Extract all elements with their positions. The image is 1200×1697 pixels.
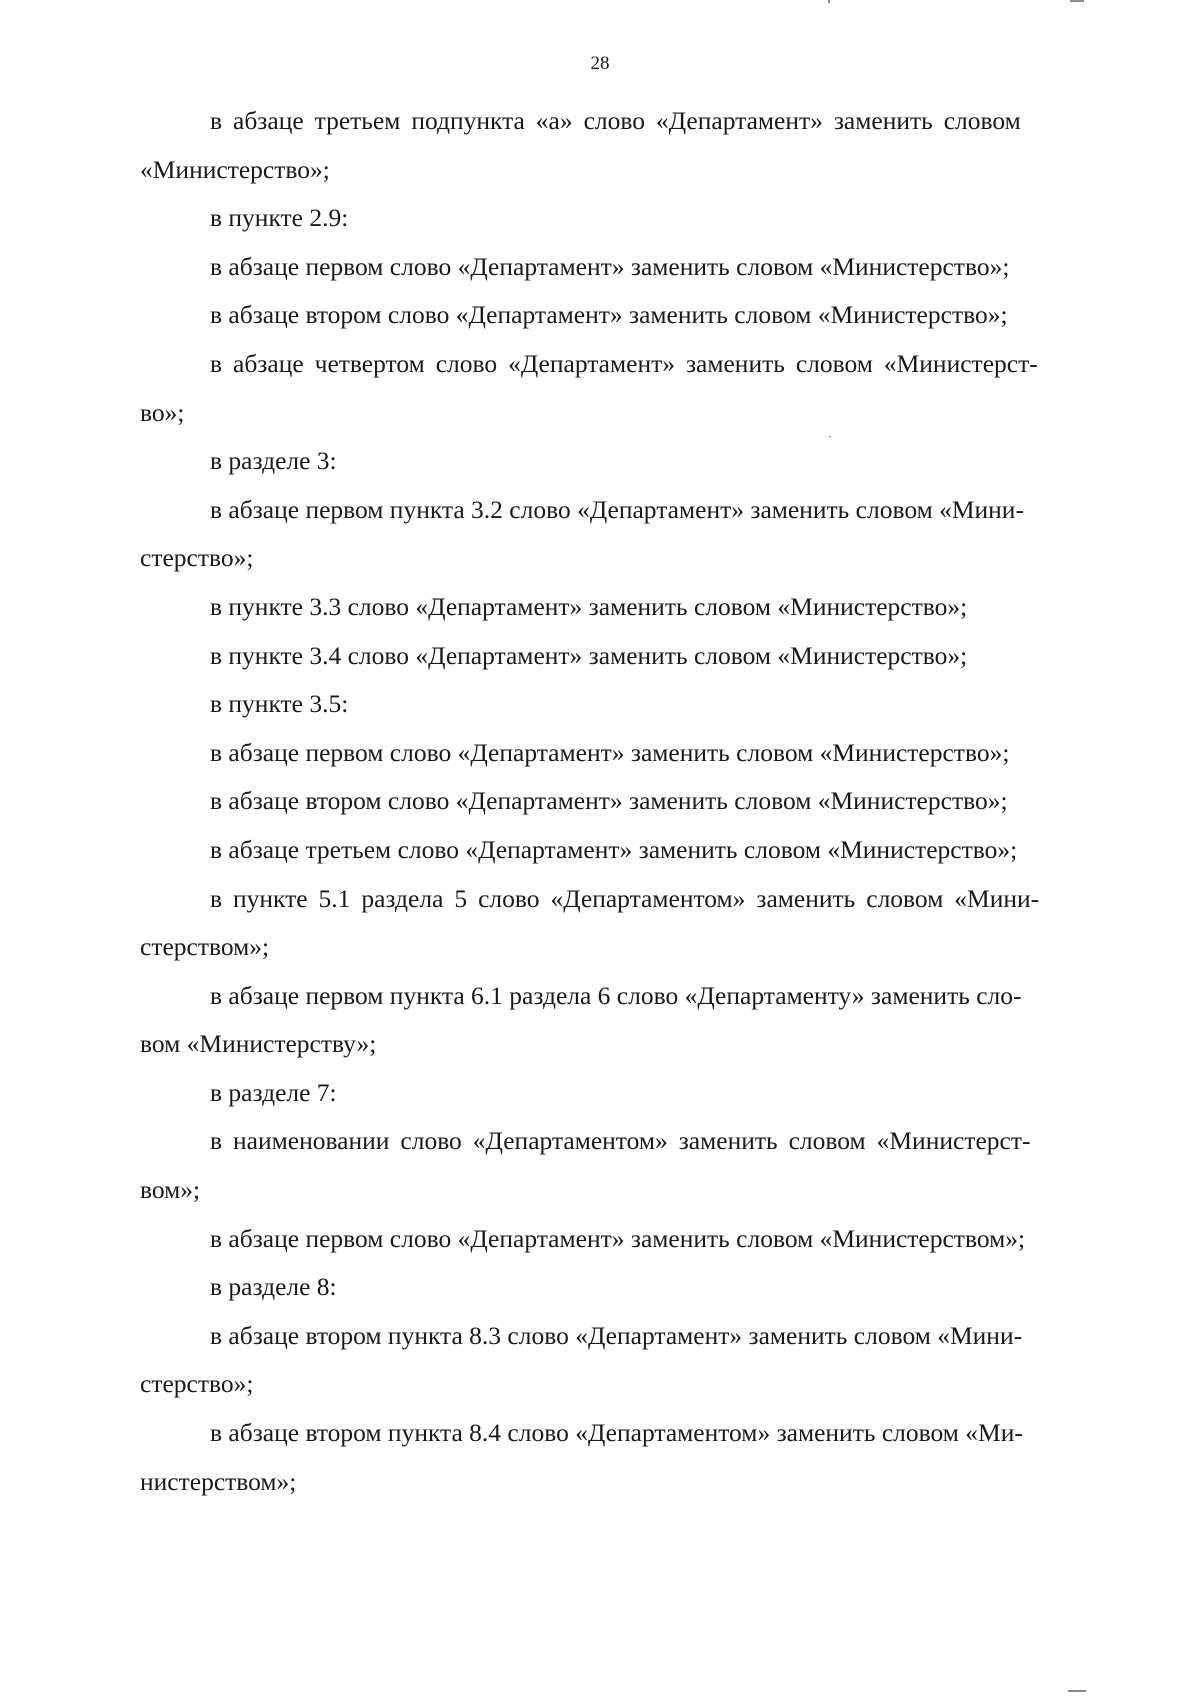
paragraph-12: в абзаце втором слово «Департамент» заменить словом «Министерство»;: [210, 786, 1008, 816]
paragraph-5-continuation: во»;: [140, 397, 185, 427]
paragraph-3: в абзаце первом слово «Департамент» заменить словом «Министерство»;: [210, 251, 1010, 281]
paragraph-9: в пункте 3.4 слово «Департамент» заменить словом «Министерство»;: [210, 640, 968, 670]
paragraph-19: в разделе 8:: [210, 1272, 337, 1302]
paragraph-4: в абзаце втором слово «Департамент» заменить словом «Министерство»;: [210, 300, 1008, 330]
paragraph-17: в наименовании слово «Департаментом» заменить словом «Министерст-: [210, 1126, 1031, 1156]
paragraph-7: в абзаце первом пункта 3.2 слово «Департамент» заменить словом «Мини-: [210, 494, 1024, 524]
scan-artifact-top-right: [1070, 0, 1084, 2]
paragraph-20-continuation: стерство»;: [140, 1369, 254, 1399]
paragraph-14: в пункте 5.1 раздела 5 слово «Департаментом» заменить словом «Мини-: [210, 883, 1040, 913]
document-body: [140, 97, 1130, 1506]
paragraph-20: в абзаце втором пункта 8.3 слово «Департамент» заменить словом «Мини-: [210, 1320, 1023, 1350]
paragraph-10: в пункте 3.5:: [210, 689, 349, 719]
paragraph-2: в пункте 2.9:: [210, 203, 349, 233]
scan-artifact-top: [828, 0, 830, 3]
paragraph-15-continuation: вом «Министерству»;: [140, 1029, 377, 1059]
paragraph-5: в абзаце четвертом слово «Департамент» заменить словом «Министерст-: [210, 348, 1038, 378]
paragraph-13: в абзаце третьем слово «Департамент» заменить словом «Министерство»;: [210, 834, 1018, 864]
paragraph-18: в абзаце первом слово «Департамент» заменить словом «Министерством»;: [210, 1223, 1026, 1253]
paragraph-8: в пункте 3.3 слово «Департамент» заменить словом «Министерство»;: [210, 591, 968, 621]
paragraph-14-continuation: стерством»;: [140, 932, 270, 962]
paragraph-15: в абзаце первом пункта 6.1 раздела 6 слово «Департаменту» заменить сло-: [210, 980, 1022, 1010]
paragraph-1-continuation: «Министерство»;: [140, 154, 330, 184]
paragraph-21-continuation: нистерством»;: [140, 1466, 297, 1496]
paragraph-21: в абзаце втором пункта 8.4 слово «Департаментом» заменить словом «Ми-: [210, 1418, 1023, 1448]
scan-artifact-bottom-right: [1068, 1690, 1086, 1692]
scan-artifact-middle: [829, 436, 831, 437]
page-number: 28: [590, 53, 610, 74]
paragraph-1: в абзаце третьем подпункта «а» слово «Департамент» заменить словом: [210, 106, 1021, 135]
paragraph-16: в разделе 7:: [210, 1077, 337, 1107]
paragraph-17-continuation: вом»;: [140, 1175, 201, 1205]
paragraph-11: в абзаце первом слово «Департамент» заменить словом «Министерство»;: [210, 737, 1010, 767]
paragraph-6: в разделе 3:: [210, 446, 337, 476]
paragraph-7-continuation: стерство»;: [140, 543, 254, 573]
